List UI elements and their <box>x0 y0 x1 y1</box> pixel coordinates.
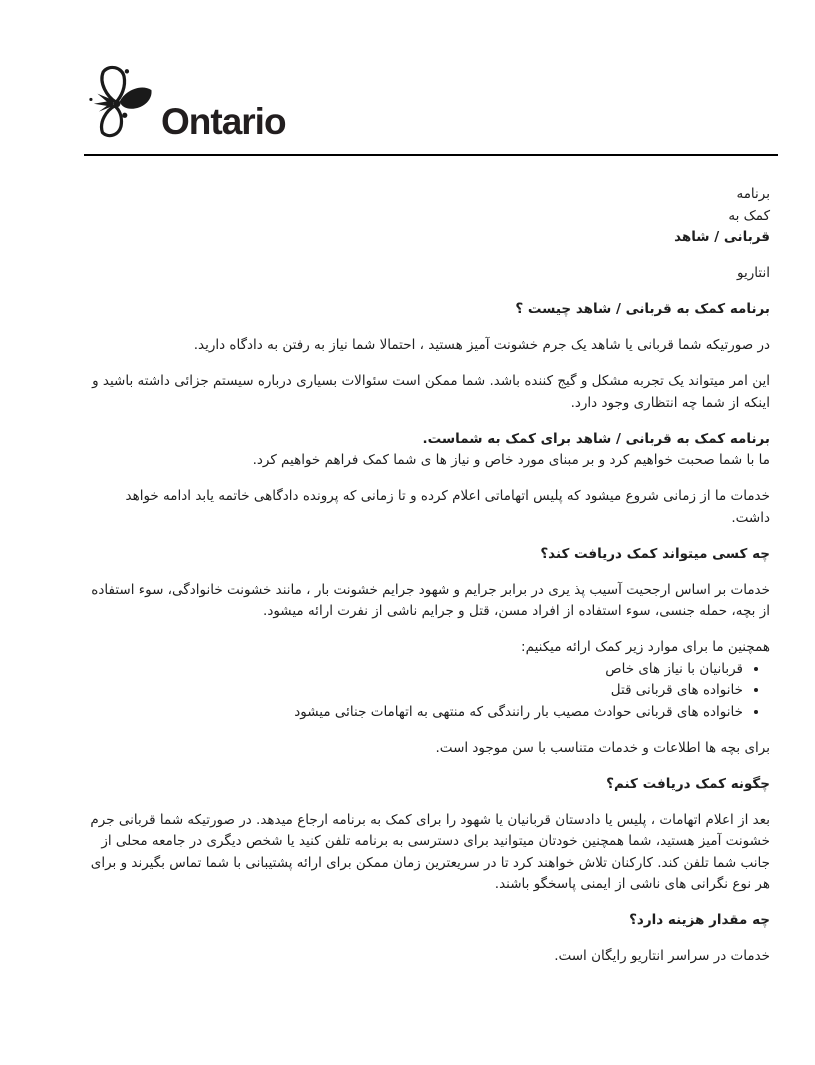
bullet-item: • قربانیان با نیاز های خاص <box>90 659 743 681</box>
paragraph-children-services: برای بچه ها اطلاعات و خدمات متناسب با سن موجود است. <box>435 739 770 756</box>
paragraph-what-is-2: این امر میتواند یک تجربه مشکل و گیج کننده باشد. شما ممکن است سئوالات بسیاری درباره سیستم جزائی داشته باشید و اینکه از شما چه انتظاری وجود دارد. <box>92 373 770 411</box>
paragraph-what-is-1: در صورتیکه شما قربانی یا شاهد یک جرم خشونت آمیز هستید ، احتمالا شما نیاز به رفتن به دادگاه دارید. <box>193 337 770 353</box>
section-heading-who-can-get-help: چه کسی میتواند کمک دریافت کند؟ <box>540 545 770 562</box>
section-heading-here-to-help: برنامه کمک به قربانی / شاهد برای کمک به شماست. <box>422 430 770 447</box>
trillium-icon <box>83 64 155 142</box>
paragraph-here-to-help-sub: ما با شما صحبت خواهیم کرد و بر مبنای مورد خاص و نیاز ها ی شما کمک فراهم خواهیم کرد. <box>252 452 770 468</box>
doc-title-line-3: قربانی / شاهد <box>674 229 770 245</box>
document-body <box>90 184 770 982</box>
bullet-item: • خانواده های قربانی حوادث مصیب بار رانندگی که منتهی به اتهامات جنائی میشود <box>90 702 743 724</box>
paragraph-who-can-get-help-1: خدمات بر اساس ارجحیت آسیب پذ یری در برابر جرایم و شهود جرایم خشونت بار ، مانند خشونت خانوادگی، سوء استفاده از بچه، حمله جنسی، سوء استفاده از افراد مسن، قتل و جرایم ناشی از نفرت ارائه میشود. <box>91 581 770 619</box>
paragraph-here-to-help-1: خدمات ما از زمانی شروع میشود که پلیس اتهاماتی اعلام کرده و تا زمانی که پرونده دادگاهی خاتمه یابد ادامه خواهد داشت. <box>125 488 770 526</box>
paragraph-cost-1: خدمات در سراسر انتاریو رایگان است. <box>554 948 770 964</box>
doc-title-line-2: کمک به <box>728 207 770 224</box>
ontario-wordmark: Ontario <box>161 101 286 142</box>
paragraph-how-to-get-help-1: بعد از اعلام اتهامات ، پلیس یا دادستان قربانیان یا شهود را برای کمک به برنامه ارجاع میدهد. در صورتیکه شما قربانی جرم خشونت آمیز هستید، شما همچنین خودتان میتوانید برای دسترسی به برنامه تلفن کنید یا شخص دیگری در جامعه محلی از جانب شما تلفن کند. کارکنان تلاش خواهند کرد تا در سریعترین زمان ممکن برای ارائه پشتیبانی با شما تماس بگیرند و برای هر نوع نگرانی های ناشی از ایمنی پاسخگو باشند. <box>90 811 770 892</box>
province-name: انتاریو <box>737 265 770 281</box>
help-categories-list <box>90 659 770 724</box>
section-heading-how-to-get-help: چگونه کمک دریافت کنم؟ <box>606 775 770 792</box>
header-rule <box>84 154 778 156</box>
ontario-logo <box>83 64 286 142</box>
section-heading-what-is: برنامه کمک به قربانی / شاهد چیست ؟ <box>515 301 770 317</box>
section-here-to-help <box>90 429 770 472</box>
bullet-list-intro: همچنین ما برای موارد زیر کمک ارائه میکنیم: <box>521 639 770 655</box>
section-heading-cost: چه مقدار هزینه دارد؟ <box>629 912 770 928</box>
bullet-item: • خانواده های قربانی قتل <box>90 680 743 702</box>
doc-title-block <box>90 184 770 249</box>
doc-title-line-1: برنامه <box>736 186 770 202</box>
